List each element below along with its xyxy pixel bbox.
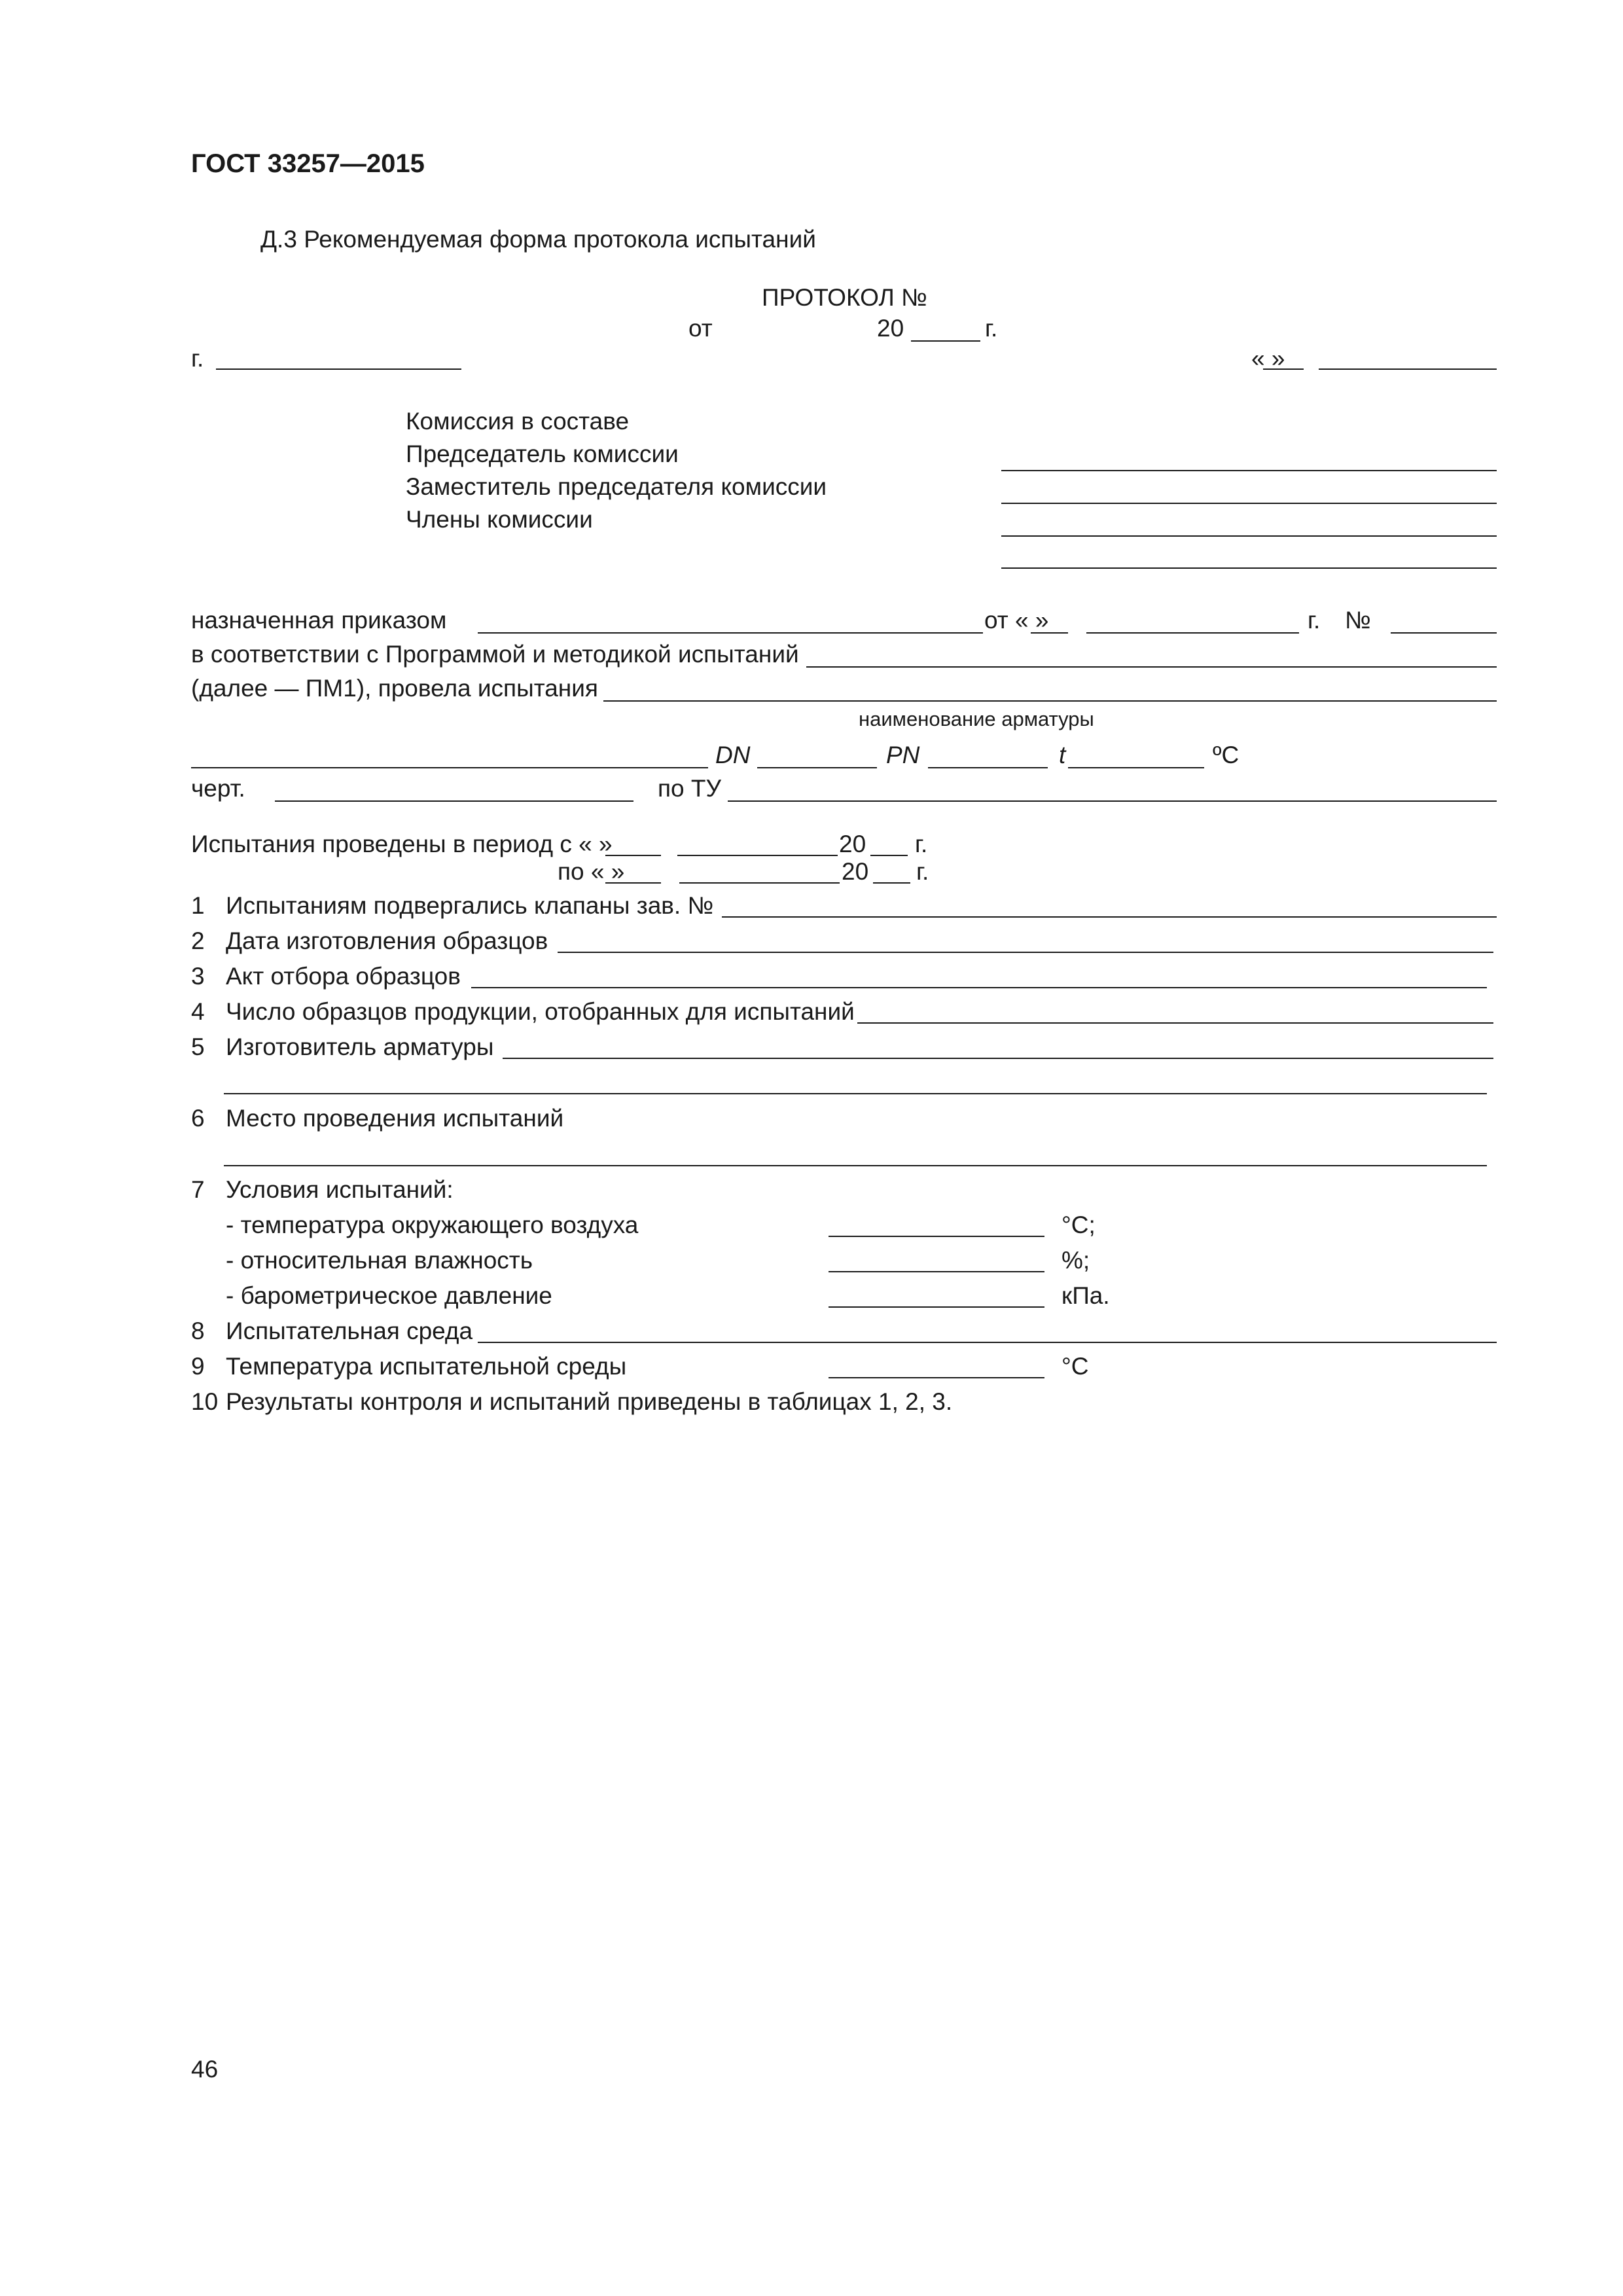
item-text-5: Изготовитель арматуры (226, 1033, 494, 1060)
item-number-5: 5 (191, 1033, 205, 1060)
drawing-line[interactable] (275, 800, 633, 802)
period-from-month-line[interactable] (677, 855, 838, 856)
item-line-9[interactable] (829, 1377, 1044, 1378)
order-number-line[interactable] (1391, 632, 1497, 634)
item-text-1: Испытаниям подвергались клапаны зав. № (226, 892, 714, 919)
valve-name-caption: наименование арматуры (859, 708, 1094, 730)
pm1-line[interactable] (603, 700, 1497, 702)
item-line-6[interactable] (224, 1165, 1487, 1166)
document-code: ГОСТ 33257—2015 (191, 149, 425, 178)
order-month-line[interactable] (1086, 632, 1299, 634)
deg-c-label: ºС (1213, 742, 1240, 768)
item-number-10: 10 (191, 1388, 219, 1415)
chairman-line[interactable] (1001, 470, 1497, 471)
program-line[interactable] (806, 666, 1497, 668)
pm1-label: (далее — ПМ1), провела испытания (191, 675, 598, 702)
item-line-8[interactable] (478, 1342, 1497, 1343)
condition-unit-pressure: кПа. (1061, 1282, 1110, 1309)
period-from-suffix: г. (915, 831, 928, 857)
period-from-year-line[interactable] (870, 855, 908, 856)
order-appointed-label: назначенная приказом (191, 607, 447, 634)
protocol-from-label: от (688, 315, 713, 342)
item-line-4[interactable] (857, 1022, 1493, 1024)
condition-line-humidity[interactable] (829, 1271, 1044, 1272)
section-title: Д.3 Рекомендуемая форма протокола испытаний (260, 226, 816, 253)
protocol-title: ПРОТОКОЛ № (762, 284, 927, 311)
period-to-suffix: г. (916, 858, 929, 885)
condition-unit-temperature: °С; (1061, 1211, 1096, 1238)
condition-label-pressure: - барометрическое давление (226, 1282, 552, 1309)
item-text-7: Условия испытаний: (226, 1176, 454, 1203)
item-number-3: 3 (191, 963, 205, 990)
item-number-8: 8 (191, 1318, 205, 1344)
item-text-10: Результаты контроля и испытаний приведены в таблицах 1, 2, 3. (226, 1388, 953, 1415)
protocol-year-line[interactable] (911, 340, 980, 342)
period-to-day-line[interactable] (605, 882, 661, 884)
pn-label: PN (886, 742, 920, 768)
pn-line[interactable] (928, 767, 1048, 768)
item-text-8: Испытательная среда (226, 1318, 473, 1344)
tu-line[interactable] (728, 800, 1497, 802)
item-line-3[interactable] (471, 987, 1487, 988)
members-line-2[interactable] (1001, 567, 1497, 569)
period-label: Испытания проведены в период с « » (191, 831, 613, 857)
item-number-9: 9 (191, 1353, 205, 1380)
program-label: в соответствии с Программой и методикой испытаний (191, 641, 799, 668)
protocol-year-prefix: 20 (877, 315, 904, 342)
t-line[interactable] (1068, 767, 1204, 768)
item-number-1: 1 (191, 892, 205, 919)
item-text-9: Температура испытательной среды (226, 1353, 627, 1380)
item-line-1[interactable] (722, 916, 1497, 918)
period-from-year: 20 (839, 831, 866, 857)
condition-unit-humidity: %; (1061, 1247, 1090, 1274)
item-number-7: 7 (191, 1176, 205, 1203)
item-text-2: Дата изготовления образцов (226, 927, 548, 954)
city-prefix: г. (191, 345, 204, 372)
page-number: 46 (191, 2056, 219, 2083)
tu-label: по ТУ (658, 775, 721, 802)
commission-composition: Комиссия в составе (406, 408, 630, 435)
item-text-4: Число образцов продукции, отобранных для испытаний (226, 998, 855, 1025)
valve-name-line[interactable] (191, 767, 708, 768)
date-quote: « » (1251, 345, 1285, 372)
period-from-day-line[interactable] (605, 855, 661, 856)
order-year-label: г. (1308, 607, 1321, 634)
item-number-4: 4 (191, 998, 205, 1025)
commission-members: Члены комиссии (406, 506, 593, 533)
order-from-quote: от « » (984, 607, 1049, 634)
item-number-2: 2 (191, 927, 205, 954)
order-number-label: № (1345, 607, 1371, 634)
drawing-label: черт. (191, 775, 245, 802)
period-to-month-line[interactable] (679, 882, 840, 884)
item-text-3: Акт отбора образцов (226, 963, 461, 990)
period-to-label: по « » (558, 858, 625, 885)
condition-label-humidity: - относительная влажность (226, 1247, 533, 1274)
item-number-6: 6 (191, 1105, 205, 1132)
dn-label: DN (715, 742, 751, 768)
date-day-line[interactable] (1263, 368, 1304, 370)
condition-line-temperature[interactable] (829, 1236, 1044, 1237)
commission-chairman: Председатель комиссии (406, 440, 679, 467)
city-line[interactable] (216, 368, 461, 370)
item-line-5b[interactable] (224, 1093, 1487, 1094)
item-text-6: Место проведения испытаний (226, 1105, 564, 1132)
period-to-year: 20 (842, 858, 869, 885)
protocol-year-suffix: г. (985, 315, 998, 342)
item-line-2[interactable] (558, 952, 1493, 953)
date-month-line[interactable] (1319, 368, 1497, 370)
condition-label-temperature: - температура окружающего воздуха (226, 1211, 639, 1238)
deputy-line[interactable] (1001, 503, 1497, 504)
order-line[interactable] (478, 632, 983, 634)
members-line-1[interactable] (1001, 535, 1497, 537)
dn-line[interactable] (757, 767, 877, 768)
period-to-year-line[interactable] (873, 882, 910, 884)
t-label: t (1059, 742, 1066, 768)
condition-line-pressure[interactable] (829, 1306, 1044, 1308)
item-unit-9: °С (1061, 1353, 1089, 1380)
item-line-5[interactable] (503, 1058, 1493, 1059)
order-day-line[interactable] (1031, 632, 1068, 634)
commission-deputy: Заместитель председателя комиссии (406, 473, 827, 500)
